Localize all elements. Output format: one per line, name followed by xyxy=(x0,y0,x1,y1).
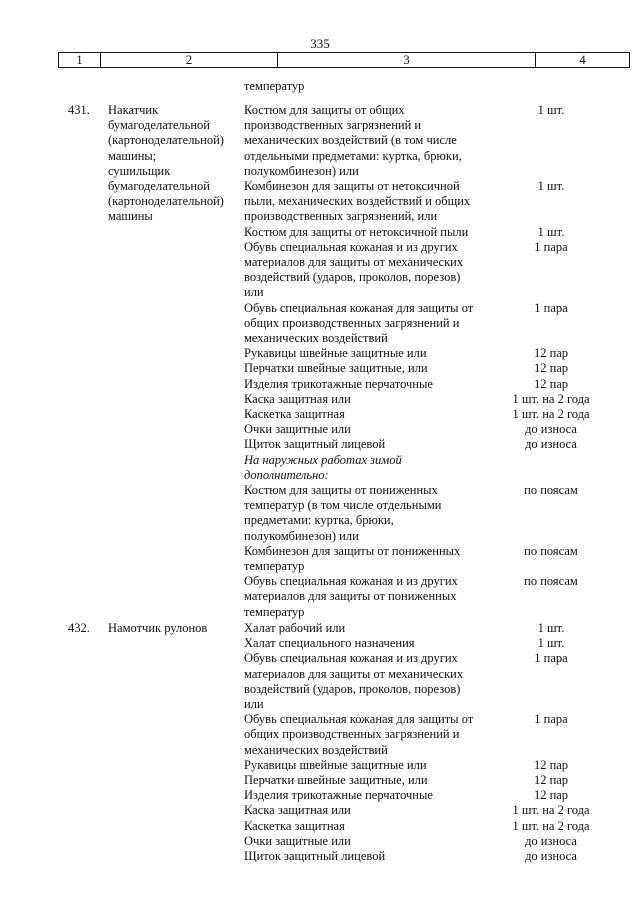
ppe-item-line: материалов для защиты от механических xyxy=(244,255,464,269)
ppe-quantity: до износа xyxy=(525,833,577,848)
ppe-item-line: предметами: куртка, брюки, xyxy=(244,513,394,528)
ppe-quantity: 1 шт. на 2 года xyxy=(512,803,590,818)
ppe-item xyxy=(244,437,496,452)
ppe-item xyxy=(244,483,496,544)
ppe-item xyxy=(244,346,496,361)
ppe-item xyxy=(244,621,496,636)
entry-number: 431. xyxy=(68,103,90,117)
ppe-item-line: Халат специального назначения xyxy=(244,636,415,651)
ppe-quantity: 12 пар xyxy=(533,773,569,787)
ppe-item-line: материалов для защиты от пониженных xyxy=(244,589,457,604)
ppe-item xyxy=(244,758,496,773)
ppe-item xyxy=(244,103,496,179)
ppe-item xyxy=(244,819,496,834)
ppe-item xyxy=(244,179,496,225)
occupation-line: машины; xyxy=(108,148,157,163)
ppe-item-line: Перчатки швейные защитные, или xyxy=(244,361,428,376)
ppe-quantity: 1 пара xyxy=(534,712,568,727)
ppe-quantity: 1 шт. xyxy=(537,103,565,117)
occupation-line: Накатчик xyxy=(108,103,159,117)
ppe-item-line: общих производственных загрязнений и xyxy=(244,727,460,742)
ppe-quantity: 1 шт. на 2 года xyxy=(512,818,590,833)
ppe-item xyxy=(244,407,496,422)
ppe-item-line: температур (в том числе отдельными xyxy=(244,498,442,513)
ppe-item xyxy=(244,803,496,818)
ppe-item xyxy=(244,422,496,437)
ppe-item xyxy=(244,574,496,620)
ppe-quantity: 1 шт. на 2 года xyxy=(512,391,590,406)
ppe-quantity: 1 шт. xyxy=(537,179,565,193)
ppe-item xyxy=(244,636,496,651)
ppe-quantity: 1 шт. xyxy=(537,621,565,635)
page-number: 335 xyxy=(310,36,330,51)
ppe-item-line: полукомбинезон) или xyxy=(244,163,359,178)
ppe-item xyxy=(244,788,496,803)
occupation-name xyxy=(108,621,242,636)
column-header-4: 4 xyxy=(579,52,586,67)
ppe-quantity: по поясам xyxy=(524,574,578,589)
ppe-item-line: Перчатки швейные защитные, или xyxy=(244,773,428,787)
section-note xyxy=(244,453,496,483)
ppe-item-line: Щиток защитный лицевой xyxy=(244,437,386,452)
ppe-item-line: Костюм для защиты от нетоксичной пыли xyxy=(244,224,469,239)
ppe-quantity: 1 пара xyxy=(534,651,568,666)
occupation-line: (картоноделательной) xyxy=(108,133,224,148)
column-header-2: 2 xyxy=(101,53,278,67)
ppe-item xyxy=(244,544,496,574)
ppe-item xyxy=(244,849,496,864)
ppe-item-line: Обувь специальная кожаная и из других xyxy=(244,574,458,589)
ppe-quantity: 1 шт. на 2 года xyxy=(512,407,590,421)
ppe-item xyxy=(244,377,496,392)
ppe-item xyxy=(244,712,496,758)
occupation-line: машины xyxy=(108,209,153,224)
column-header-3: 3 xyxy=(278,53,536,67)
ppe-item-line: температур xyxy=(244,559,305,573)
ppe-quantity: до износа xyxy=(525,422,577,437)
ppe-item-line: температур xyxy=(244,604,305,619)
ppe-item-line: общих производственных загрязнений и xyxy=(244,315,460,330)
ppe-quantity: 12 пар xyxy=(533,757,569,772)
ppe-item-line: Каска защитная или xyxy=(244,391,351,406)
ppe-quantity: 1 шт. xyxy=(537,636,565,651)
ppe-item-line: Каскетка защитная xyxy=(244,407,345,421)
ppe-quantity: 12 пар xyxy=(533,361,569,376)
entry-number: 432. xyxy=(68,621,90,635)
ppe-item-line: дополнительно: xyxy=(244,467,329,482)
ppe-item-line: Костюм для защиты от общих xyxy=(244,103,405,117)
ppe-item xyxy=(244,225,496,240)
ppe-item xyxy=(244,392,496,407)
ppe-item xyxy=(244,651,496,712)
ppe-item-line: пыли, механических воздействий и общих xyxy=(244,194,471,209)
ppe-item-line: воздействий (ударов, проколов, порезов) xyxy=(244,270,461,285)
ppe-item-line: полукомбинезон) или xyxy=(244,528,359,543)
ppe-item-line: производственных загрязнений и xyxy=(244,118,422,133)
ppe-item-line: Каскетка защитная xyxy=(244,818,345,833)
column-header-row xyxy=(58,52,630,68)
ppe-item-line: Обувь специальная кожаная и из других xyxy=(244,651,458,666)
ppe-quantity: до износа xyxy=(525,849,577,863)
ppe-item-line: Щиток защитный лицевой xyxy=(244,849,386,863)
ppe-item-line: Халат рабочий или xyxy=(244,621,346,635)
ppe-quantity: 12 пар xyxy=(533,346,569,361)
ppe-item-line: Рукавицы швейные защитные или xyxy=(244,757,427,772)
occupation-name xyxy=(108,103,242,225)
ppe-quantity: до износа xyxy=(525,437,577,452)
occupation-line: сушильщик xyxy=(108,163,171,178)
occupation-line: бумагоделательной xyxy=(108,118,210,133)
ppe-item-line: На наружных работах зимой xyxy=(244,452,402,467)
ppe-item xyxy=(244,240,496,301)
ppe-item-line: Комбинезон для защиты от пониженных xyxy=(244,543,461,558)
ppe-item xyxy=(244,361,496,376)
ppe-quantity: по поясам xyxy=(524,543,578,558)
ppe-item-line: материалов для защиты от механических xyxy=(244,666,464,681)
ppe-item-line: механических воздействий xyxy=(244,742,388,757)
ppe-item-line: Обувь специальная кожаная для защиты от xyxy=(244,300,474,315)
ppe-item xyxy=(244,834,496,849)
ppe-item xyxy=(244,301,496,347)
occupation-line: Намотчик рулонов xyxy=(108,621,208,635)
ppe-item-line: механических воздействий xyxy=(244,331,388,345)
ppe-item-line: Рукавицы швейные защитные или xyxy=(244,346,427,361)
continuation-text: температур xyxy=(244,79,305,93)
ppe-item-line: Изделия трикотажные перчаточные xyxy=(244,376,433,391)
ppe-item-line: Костюм для защиты от пониженных xyxy=(244,483,438,497)
ppe-item-line: Комбинезон для защиты от нетоксичной xyxy=(244,179,460,193)
ppe-item-line: Изделия трикотажные перчаточные xyxy=(244,788,433,803)
ppe-item-line: или xyxy=(244,285,264,300)
ppe-item-line: производственных загрязнений, или xyxy=(244,209,438,224)
ppe-item-line: Обувь специальная кожаная для защиты от xyxy=(244,712,474,727)
ppe-item xyxy=(244,773,496,788)
ppe-item-line: отдельными предметами: куртка, брюки, xyxy=(244,148,462,163)
ppe-item-line: воздействий (ударов, проколов, порезов) xyxy=(244,681,461,696)
column-header-1: 1 xyxy=(59,53,101,67)
ppe-item-line: Очки защитные или xyxy=(244,833,351,848)
ppe-quantity: 12 пар xyxy=(533,788,569,803)
ppe-item-line: Очки защитные или xyxy=(244,422,351,437)
ppe-item-line: Обувь специальная кожаная и из других xyxy=(244,239,458,254)
occupation-line: (картоноделательной) xyxy=(108,194,224,209)
ppe-quantity: 1 пара xyxy=(534,239,568,254)
ppe-item-line: Каска защитная или xyxy=(244,803,351,818)
ppe-quantity: 1 шт. xyxy=(537,224,565,239)
ppe-quantity: по поясам xyxy=(524,483,578,497)
ppe-item-line: или xyxy=(244,697,264,711)
ppe-quantity: 12 пар xyxy=(533,376,569,391)
ppe-item-line: механических воздействий (в том числе xyxy=(244,133,457,148)
occupation-line: бумагоделательной xyxy=(108,179,210,194)
ppe-quantity: 1 пара xyxy=(534,300,568,315)
